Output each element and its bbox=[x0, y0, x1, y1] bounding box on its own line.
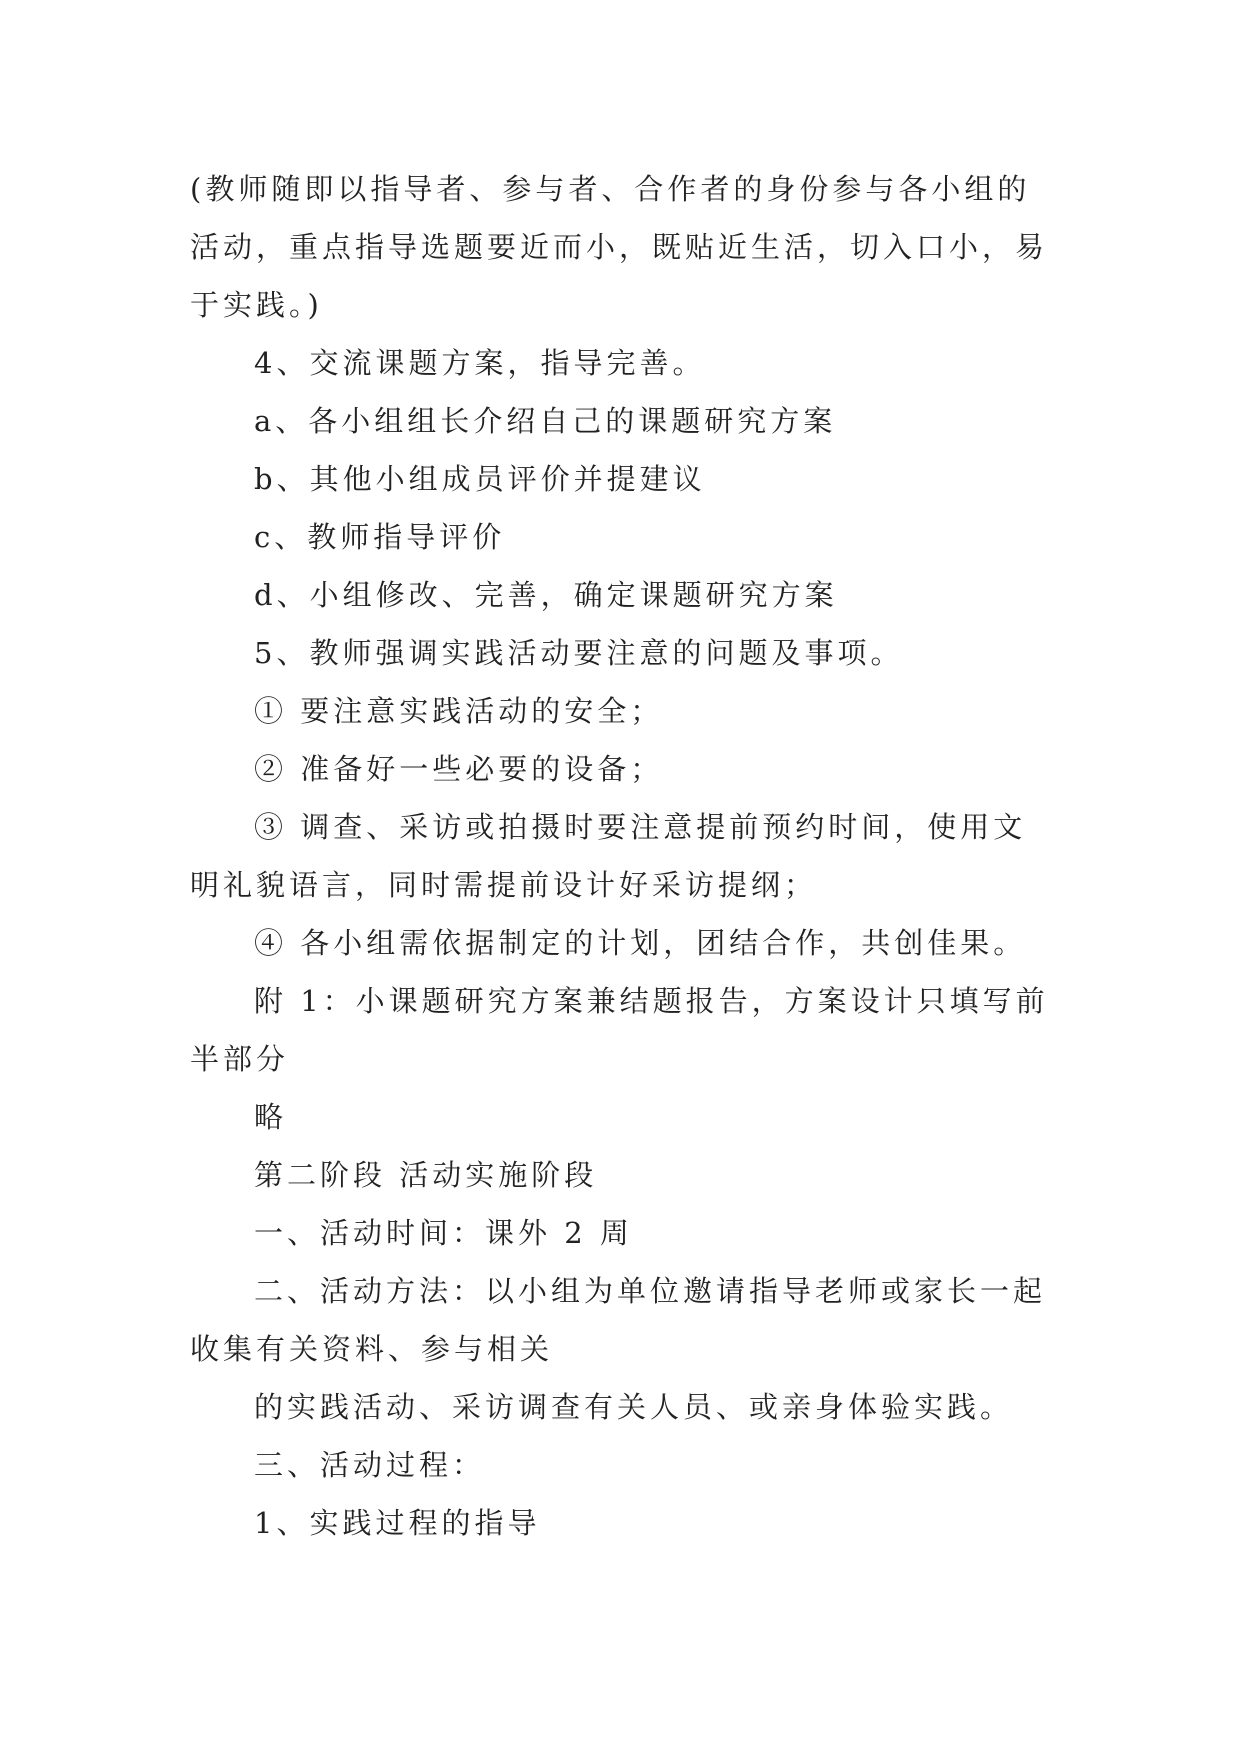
paragraph: 略 bbox=[254, 1100, 288, 1134]
document-body bbox=[190, 160, 1050, 1552]
paragraph: c、教师指导评价 bbox=[254, 520, 506, 554]
paragraph: 附 1：小课题研究方案兼结题报告，方案设计只填写前半部分 bbox=[190, 984, 1049, 1076]
paragraph: ② 准备好一些必要的设备； bbox=[254, 752, 664, 786]
paragraph: 1、实践过程的指导 bbox=[254, 1506, 541, 1540]
paragraph: 二、活动方法：以小组为单位邀请指导老师或家长一起收集有关资料、参与相关 bbox=[190, 1274, 1047, 1366]
paragraph: 一、活动时间：课外 2 周 bbox=[254, 1216, 633, 1250]
section-heading: 第二阶段 活动实施阶段 bbox=[254, 1158, 598, 1192]
paragraph: a、各小组组长介绍自己的课题研究方案 bbox=[254, 404, 837, 438]
paragraph: 5、教师强调实践活动要注意的问题及事项。 bbox=[254, 636, 904, 670]
paragraph: 4、交流课题方案，指导完善。 bbox=[254, 346, 706, 380]
paragraph: d、小组修改、完善，确定课题研究方案 bbox=[254, 578, 838, 612]
paragraph: ④ 各小组需依据制定的计划，团结合作，共创佳果。 bbox=[254, 926, 1027, 960]
paragraph: 三、活动过程： bbox=[254, 1448, 486, 1482]
paragraph: ① 要注意实践活动的安全； bbox=[254, 694, 664, 728]
paragraph: (教师随即以指导者、参与者、合作者的身份参与各小组的活动，重点指导选题要近而小，既贴近生活，切入口小，易于实践。) bbox=[190, 172, 1049, 322]
paragraph: b、其他小组成员评价并提建议 bbox=[254, 462, 706, 496]
paragraph: ③ 调查、采访或拍摄时要注意提前预约时间，使用文明礼貌语言，同时需提前设计好采访提纲； bbox=[190, 810, 1027, 902]
paragraph: 的实践活动、采访调查有关人员、或亲身体验实践。 bbox=[254, 1390, 1014, 1424]
